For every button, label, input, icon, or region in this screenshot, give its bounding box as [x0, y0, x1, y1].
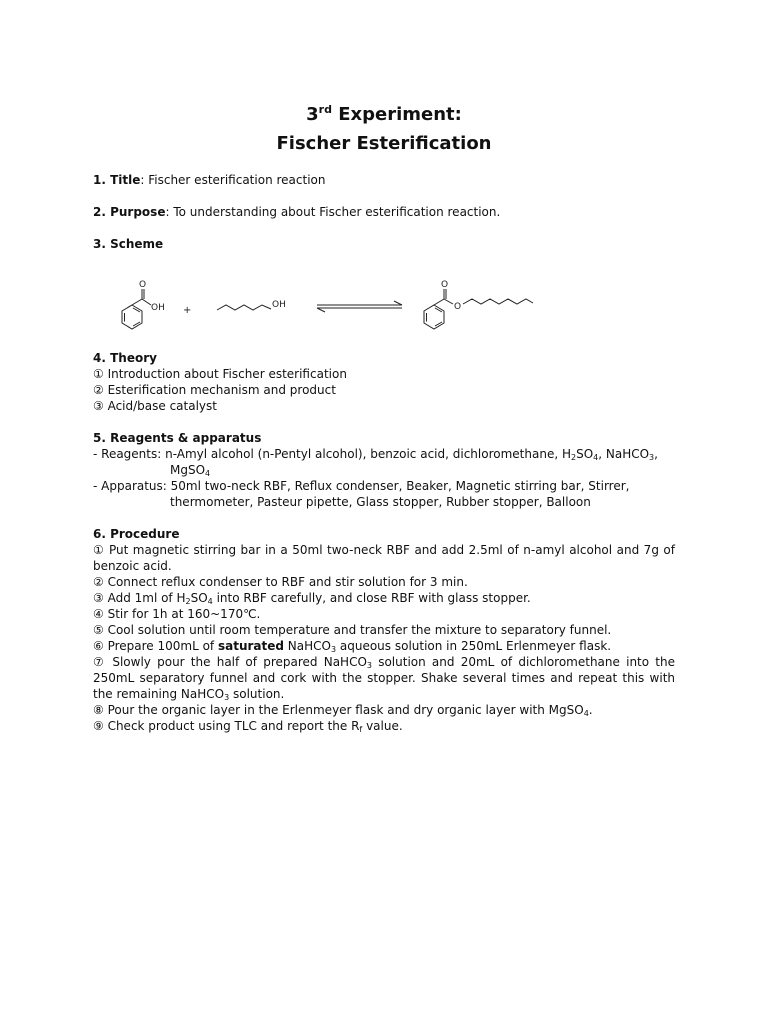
ester-o-label: O	[454, 302, 462, 312]
step7-text-a: ⑦ Slowly pour the half of prepared NaHCO	[93, 655, 367, 669]
title-ordinal: rd	[318, 103, 332, 116]
reagents-text-a: - Reagents: n-Amyl alcohol (n-Pentyl alcohol), benzoic acid, dichloromethane, H	[93, 447, 571, 461]
step7-sub-1: 3	[366, 661, 372, 670]
alcohol-oh-label: OH	[272, 300, 286, 310]
procedure-step-5: ⑤ Cool solution until room temperature and transfer the mixture to separatory funnel.	[93, 623, 612, 637]
step8-text-a: ⑧ Pour the organic layer in the Erlenmeyer flask and dry organic layer with MgSO	[93, 703, 584, 717]
procedure-step-4: ④ Stir for 1h at 160~170℃.	[93, 607, 261, 621]
procedure-step-8	[93, 702, 675, 718]
apparatus-line-2: thermometer, Pasteur pipette, Glass stopper, Rubber stopper, Balloon	[170, 495, 591, 509]
step3-sub-2: 4	[207, 597, 213, 606]
section-title-label: 1. Title	[93, 173, 141, 187]
reagents-line-2	[93, 462, 675, 478]
step3-sub-1: 2	[185, 597, 191, 606]
reagents-sub-3: 3	[649, 453, 655, 462]
document-body	[93, 172, 675, 734]
pentyl-benzoate-structure	[424, 289, 533, 329]
title-line-2: Fischer Esterification	[276, 133, 492, 154]
reagents-text-c: , NaHCO	[598, 447, 650, 461]
reagents-mgso4: MgSO	[170, 463, 206, 477]
theory-item-2: ② Esterification mechanism and product	[93, 383, 336, 397]
step3-text-b: SO	[190, 591, 208, 605]
procedure-step-6	[93, 638, 675, 654]
procedure-step-3	[93, 590, 675, 606]
step6-bold: saturated	[217, 639, 284, 653]
procedure-step-9	[93, 718, 675, 734]
step3-text-c: into RBF carefully, and close RBF with glass stopper.	[212, 591, 531, 605]
step6-text-b: NaHCO	[283, 639, 331, 653]
step7-text-c: solution.	[229, 687, 285, 701]
step8-text-b: .	[588, 703, 593, 717]
procedure-step-1: ① Put magnetic stirring bar in a 50ml two-neck RBF and add 2.5ml of n-amyl alcohol and 7g of benzoic acid.	[93, 543, 675, 573]
equilibrium-arrow	[317, 301, 402, 312]
step7-sub-2: 3	[224, 693, 230, 702]
apparatus-line-1: - Apparatus: 50ml two-neck RBF, Reflux condenser, Beaker, Magnetic stirring bar, Stirrer,	[93, 479, 630, 493]
reagents-line	[93, 446, 675, 462]
reaction-scheme	[93, 252, 675, 350]
plus-sign: +	[183, 305, 192, 316]
step9-text-b: value.	[362, 719, 403, 733]
step9-sub: f	[359, 725, 363, 734]
acid-carbonyl-o: O	[139, 280, 147, 290]
step9-text-a: ⑨ Check product using TLC and report the R	[93, 719, 360, 733]
acid-oh-label: OH	[151, 303, 165, 313]
section-title-text: : Fischer esterification reaction	[140, 173, 326, 187]
procedure-step-7	[93, 654, 675, 702]
title-rest: Experiment:	[331, 104, 462, 125]
document-title	[0, 100, 768, 158]
benzoic-acid-structure	[122, 289, 151, 329]
reagents-sub-4: 4	[205, 469, 211, 478]
step7-text-b: solution and 20mL of dichloromethane into the 250mL separatory funnel and cork with the stopper. Shake several times and repeat this with the remaining NaHCO	[93, 655, 675, 701]
theory-item-3: ③ Acid/base catalyst	[93, 399, 217, 413]
reagents-text-b: SO	[576, 447, 594, 461]
step6-text-c: aqueous solution in 250mL Erlenmeyer flask.	[336, 639, 612, 653]
reagents-sub-1: 2	[570, 453, 577, 462]
procedure-step-2: ② Connect reflux condenser to RBF and stir solution for 3 min.	[93, 575, 468, 589]
section-scheme-label: 3. Scheme	[93, 237, 164, 251]
reaction-scheme-drawing	[93, 252, 675, 350]
section-theory-label: 4. Theory	[93, 351, 157, 365]
section-title	[93, 172, 675, 188]
step3-text-a: ③ Add 1ml of H	[93, 591, 186, 605]
section-reagents-label: 5. Reagents & apparatus	[93, 431, 262, 445]
step6-sub: 3	[330, 645, 337, 654]
title-line-1	[0, 100, 768, 129]
section-purpose	[93, 204, 675, 220]
theory-item-1: ① Introduction about Fischer esterification	[93, 367, 347, 381]
reagents-sub-2: 4	[593, 453, 599, 462]
section-procedure-label: 6. Procedure	[93, 527, 180, 541]
section-purpose-label: 2. Purpose	[93, 205, 166, 219]
ester-carbonyl-o: O	[441, 280, 449, 290]
reagents-text-d: ,	[654, 447, 658, 461]
title-number: 3	[306, 104, 319, 125]
pentanol-structure	[217, 305, 271, 310]
step8-sub: 4	[583, 709, 589, 718]
step6-text-a: ⑥ Prepare 100mL of	[93, 639, 218, 653]
section-purpose-text: : To understanding about Fischer esterification reaction.	[165, 205, 501, 219]
